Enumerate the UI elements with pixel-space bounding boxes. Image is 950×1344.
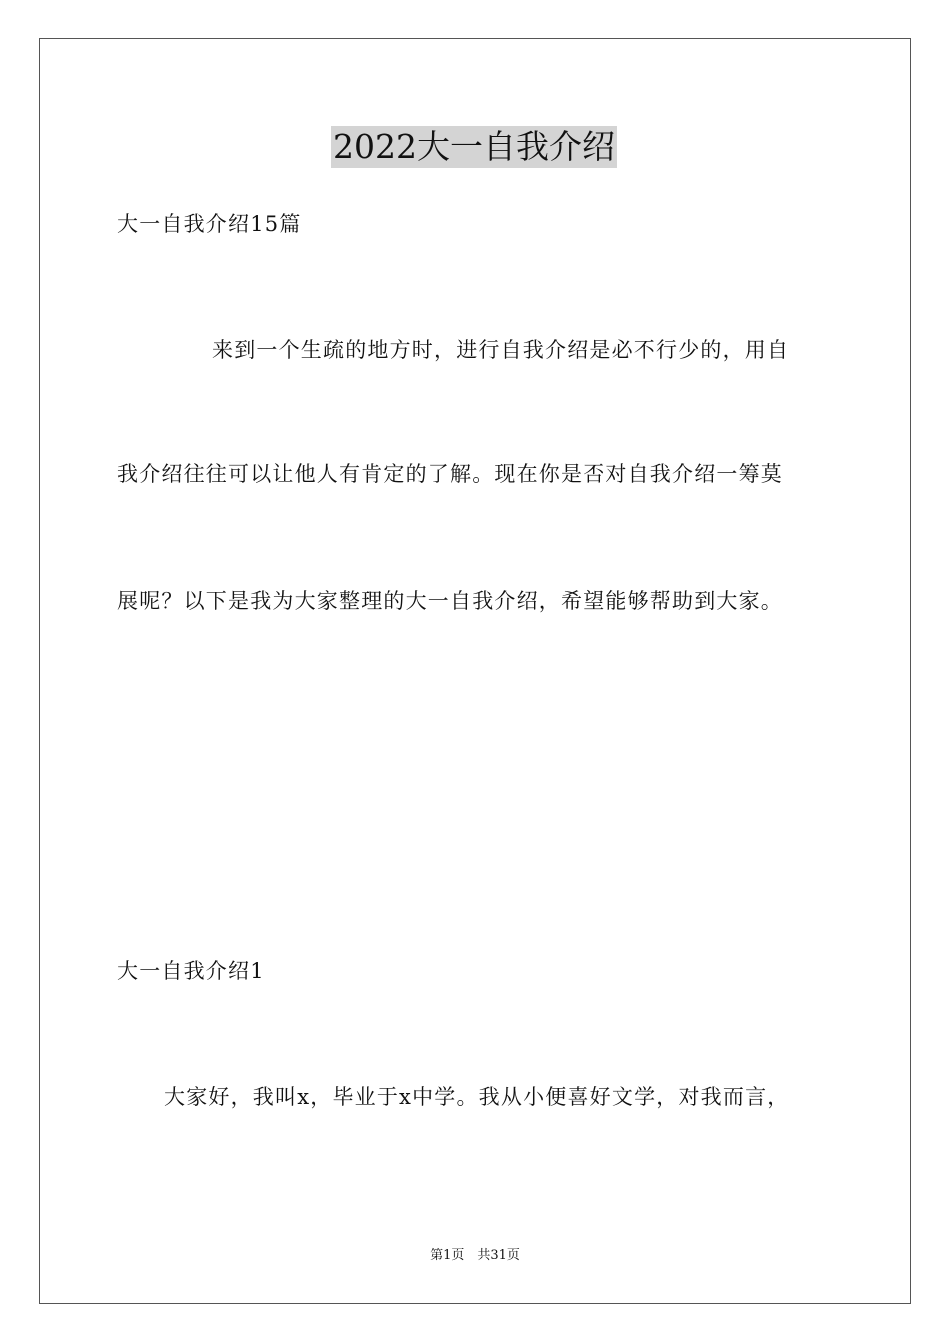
- page-number-footer: 第1页 共31页: [430, 1248, 520, 1263]
- document-subtitle: 大一自我介绍15篇: [117, 212, 302, 236]
- intro-line-1: 来到一个生疏的地方时，进行自我介绍是必不行少的，用自: [212, 338, 790, 362]
- section-heading: 大一自我介绍1: [117, 959, 265, 983]
- document-title: 2022大一自我介绍: [333, 127, 615, 166]
- intro-line-2: 我介绍往往可以让他人有肯定的了解。现在你是否对自我介绍一筹莫: [117, 462, 783, 486]
- intro-line-3: 展呢？以下是我为大家整理的大一自我介绍，希望能够帮助到大家。: [117, 589, 783, 613]
- section-paragraph-line: 大家好，我叫x，毕业于x中学。我从小便喜好文学，对我而言，: [164, 1085, 790, 1109]
